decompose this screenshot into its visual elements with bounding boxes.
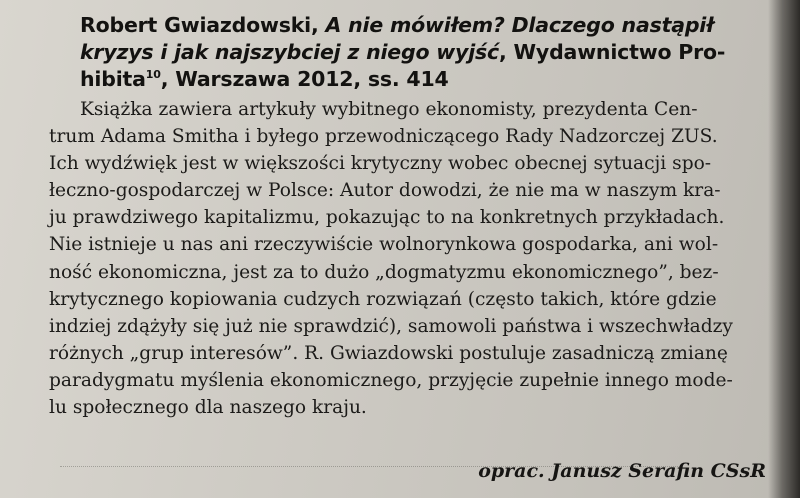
body-line: Ich wydźwięk jest w większości krytyczny wobec obecnej sytuacji spo- (49, 153, 712, 175)
body-line: łeczno-gospodarczej w Polsce: Autor dowodzi, że nie ma w naszym kra- (49, 180, 721, 202)
review-heading (80, 12, 770, 93)
author-name: Robert Gwiazdowski, (80, 13, 326, 37)
body-line: różnych „grup interesów”. R. Gwiazdowski postuluje zasadniczą zmianę (49, 342, 728, 364)
body-line: Książka zawiera artykuły wybitnego ekonomisty, prezydenta Cen- (80, 99, 698, 120)
review-body (49, 96, 779, 421)
signature: oprac. Janusz Serafin CSsR (478, 460, 766, 482)
body-line: indziej zdążyły się już nie sprawdzić), samowoli państwa i wszechwładzy (49, 315, 733, 337)
publisher-superscript: 10 (145, 68, 161, 81)
heading-line-2 (80, 39, 770, 66)
book-title-part-1: A nie mówiłem? Dlaczego nastąpił (325, 13, 714, 37)
heading-line-3 (80, 66, 770, 93)
body-line: trum Adama Smitha i byłego przewodniczącego Rady Nadzorczej ZUS. (49, 126, 718, 148)
publication-details: , Warszawa 2012, ss. 414 (160, 67, 449, 91)
heading-line-1 (80, 12, 770, 39)
page-edge-shadow (768, 0, 800, 498)
body-line: Nie istnieje u nas ani rzeczywiście wolnorynkowa gospodarka, ani wol- (49, 234, 719, 256)
publisher-part-1: , Wydawnictwo Pro- (498, 40, 726, 64)
body-line: ju prawdziwego kapitalizmu, pokazując to na konkretnych przykładach. (49, 207, 725, 229)
publisher-part-2: hibita (80, 67, 146, 91)
body-line: paradygmatu myślenia ekonomicznego, przyjęcie zupełnie innego mode- (49, 369, 733, 391)
book-title-part-2: kryzys i jak najszybciej z niego wyjść (80, 40, 499, 64)
body-line: ność ekonomiczna, jest za to dużo „dogmatyzmu ekonomicznego”, bez- (49, 261, 719, 283)
body-line: krytycznego kopiowania cudzych rozwiązań (często takich, które gdzie (49, 288, 717, 310)
body-line: lu społecznego dla naszego kraju. (49, 397, 367, 419)
show-through-text (30, 0, 630, 10)
